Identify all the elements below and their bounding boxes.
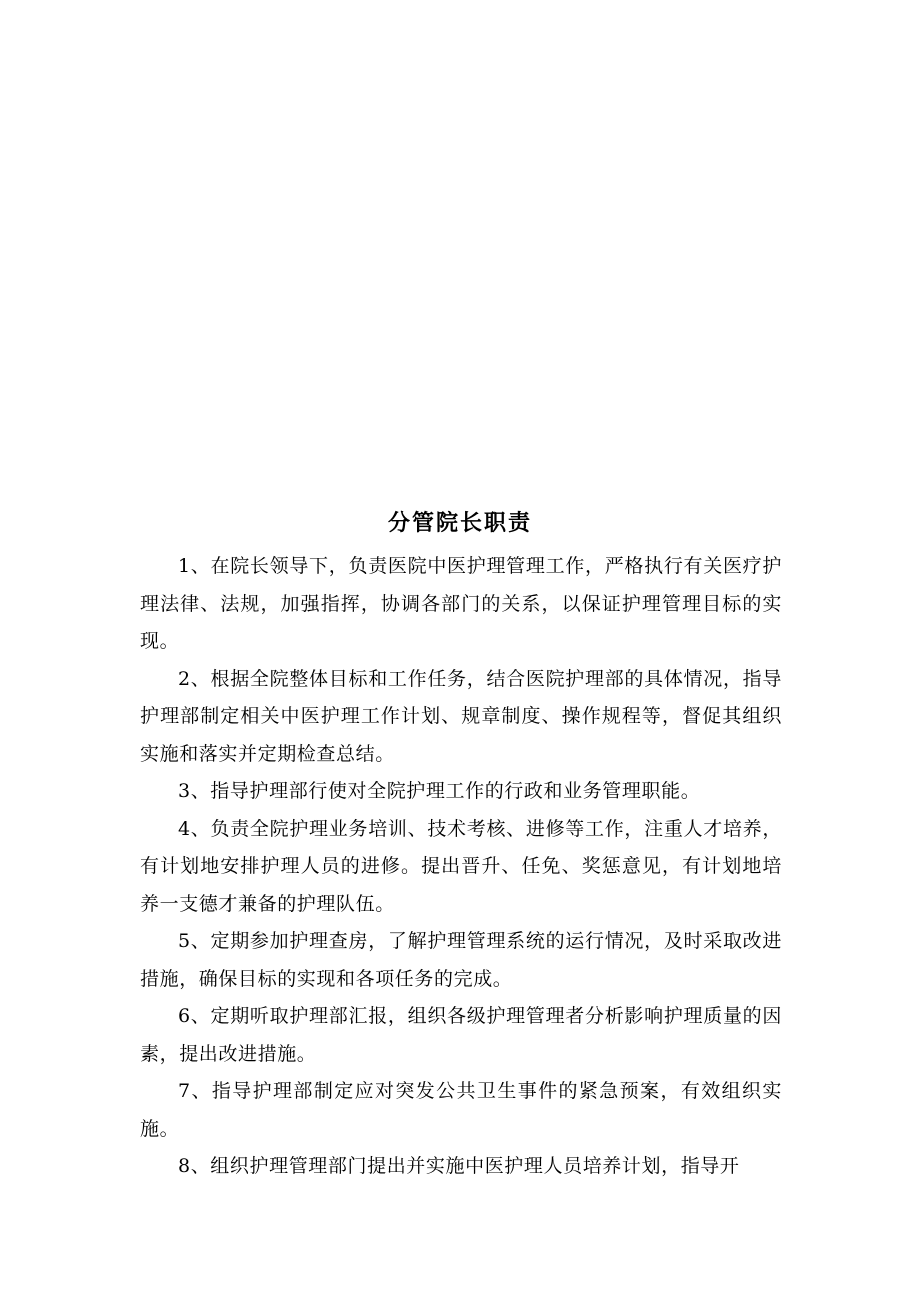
duty-paragraph-5: 5、定期参加护理查房，了解护理管理系统的运行情况，及时采取改进措施，确保目标的实现和各项任务的完成。: [140, 930, 782, 990]
duty-paragraph-6: 6、定期听取护理部汇报，组织各级护理管理者分析影响护理质量的因素，提出改进措施。: [140, 1005, 782, 1065]
document-body: [140, 548, 782, 1186]
duty-paragraph-4: 4、负责全院护理业务培训、技术考核、进修等工作，注重人才培养，有计划地安排护理人员的进修。提出晋升、任免、奖惩意见，有计划地培养一支德才兼备的护理队伍。: [140, 817, 782, 915]
duty-paragraph-2: 2、根据全院整体目标和工作任务，结合医院护理部的具体情况，指导护理部制定相关中医护理工作计划、规章制度、操作规程等，督促其组织实施和落实并定期检查总结。: [140, 667, 782, 765]
duty-paragraph-8: 8、组织护理管理部门提出并实施中医护理人员培养计划，指导开: [178, 1155, 740, 1177]
duty-paragraph-7: 7、指导护理部制定应对突发公共卫生事件的紧急预案，有效组织实施。: [140, 1080, 782, 1140]
document-title: 分管院长职责: [387, 510, 532, 536]
duty-paragraph-3: 3、指导护理部行使对全院护理工作的行政和业务管理职能。: [178, 780, 701, 802]
duty-paragraph-1: 1、在院长领导下，负责医院中医护理管理工作，严格执行有关医疗护理法律、法规，加强指挥，协调各部门的关系，以保证护理管理目标的实现。: [140, 555, 782, 652]
